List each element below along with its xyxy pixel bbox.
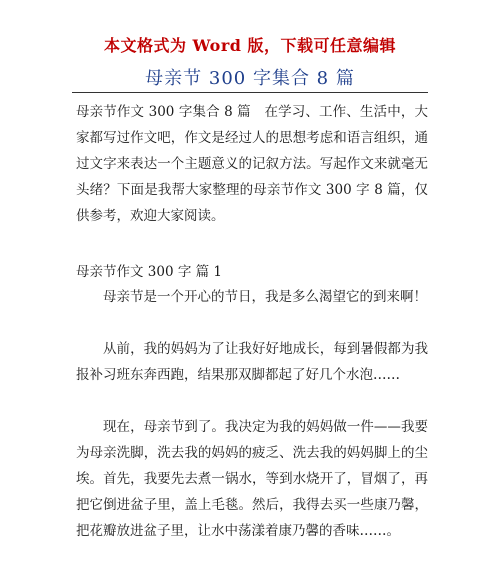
intro-paragraph: 母亲节作文 300 字集合 8 篇 在学习、工作、生活中，大家都写过作文吧，作文是经过人的思想考虑和语言组织，通过文字来表达一个主题意义的记叙方法。写起作文来就毫无头绪？下面是我帮大家整理的母亲节作文 300 字 8 篇，仅供参考，欢迎大家阅读。 [76, 104, 428, 224]
body-paragraph-1: 母亲节是一个开心的节日，我是多么渴望它的到来啊！ [103, 289, 427, 305]
section-heading: 母亲节作文 300 字 篇 1 [76, 264, 223, 280]
format-banner: 本文格式为 Word 版，下载可任意编辑 [103, 36, 397, 55]
body-paragraph-3: 现在，母亲节到了。我决定为我的妈妈做一件——我要为母亲洗脚，洗去我的妈妈的疲乏、洗去我的妈妈脚上的尘埃。首先，我要先去煮一锅水，等到水烧开了，冒烟了，再把它倒进盆子里，盖上毛毯。然后，我得去买一些康乃馨，把花瓣放进盆子里，让水中荡漾着康乃馨的香味……。 [76, 419, 428, 539]
document-title: 母亲节 300 字集合 8 篇 [145, 68, 355, 89]
title-divider [72, 92, 428, 93]
body-paragraph-2: 从前，我的妈妈为了让我好好地成长，每到暑假都为我报补习班东奔西跑，结果那双脚都起了好几个水泡…… [76, 341, 428, 383]
